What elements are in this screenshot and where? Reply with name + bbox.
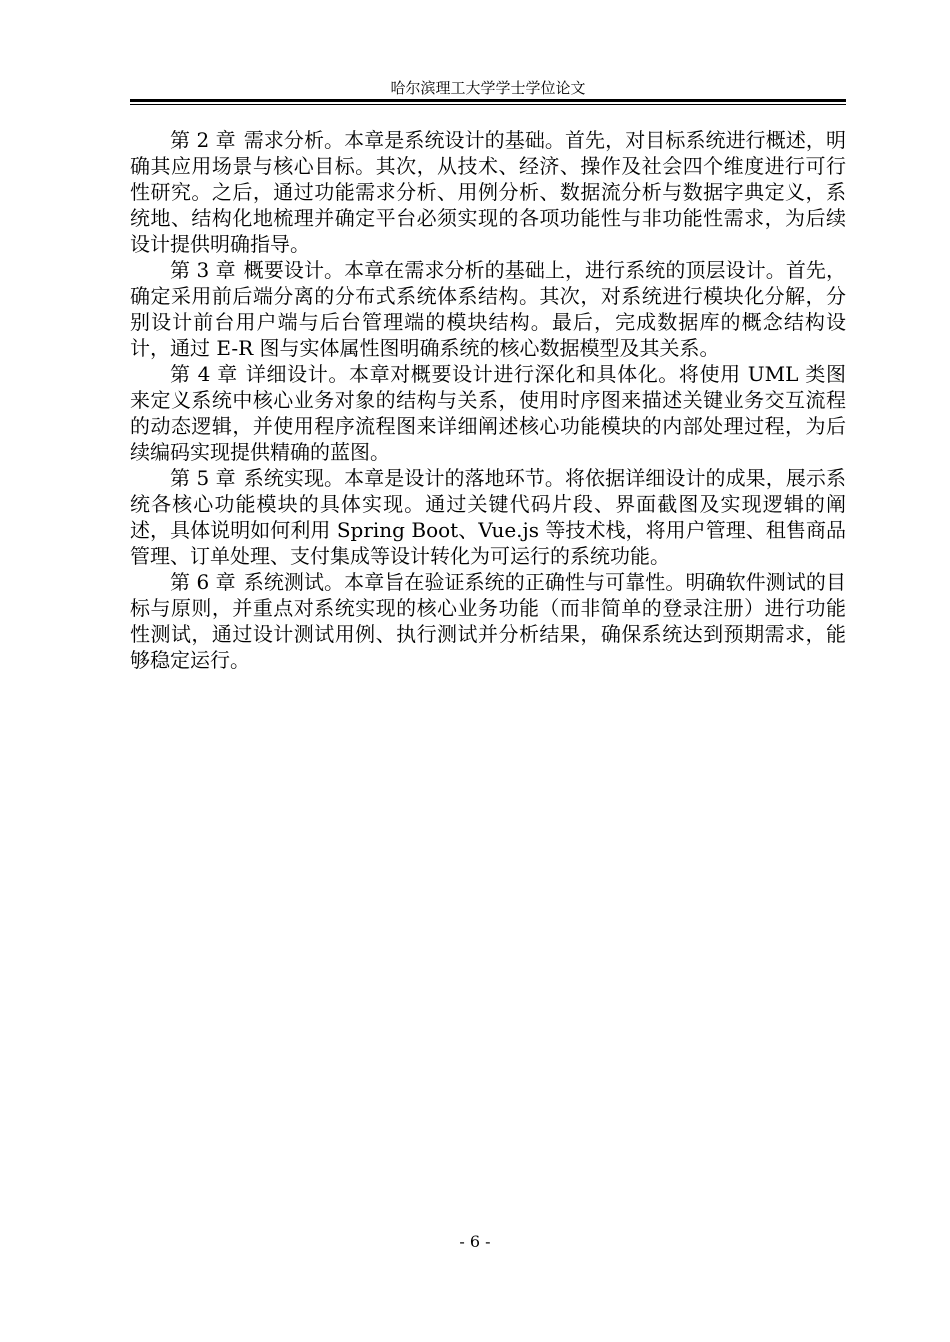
paragraph-text: 概要设计。本章在需求分析的基础上，进行系统的顶层设计。首先，确定采用前后端分离的分布式系统体系结构。其次，对系统进行模块化分解，分别设计前台用户端与后台管理端的模块结构。最后，完成数据库的概念结构设计，通过 E-R 图与实体属性图明确系统的核心数据模型及其关系。 xyxy=(130,258,846,360)
paragraph-text: 系统实现。本章是设计的落地环节。将依据详细设计的成果，展示系统各核心功能模块的具体实现。通过关键代码片段、界面截图及实现逻辑的阐述，具体说明如何利用 Spring Boot、Vue.js 等技术栈，将用户管理、租售商品管理、订单处理、支付集成等设计转化为可运行的系统功能。 xyxy=(130,466,846,568)
paragraph-chapter-6 xyxy=(130,569,846,673)
paragraph-text: 系统测试。本章旨在验证系统的正确性与可靠性。明确软件测试的目标与原则，并重点对系统实现的核心业务功能（而非简单的登录注册）进行功能性测试，通过设计测试用例、执行测试并分析结果，确保系统达到预期需求，能够稳定运行。 xyxy=(130,570,846,672)
paragraph-text: 需求分析。本章是系统设计的基础。首先，对目标系统进行概述，明确其应用场景与核心目标。其次，从技术、经济、操作及社会四个维度进行可行性研究。之后，通过功能需求分析、用例分析、数据流分析与数据字典定义，系统地、结构化地梳理并确定平台必须实现的各项功能性与非功能性需求，为后续设计提供明确指导。 xyxy=(130,128,846,256)
paragraph-chapter-3 xyxy=(130,257,846,361)
chapter-label: 第 2 章 xyxy=(170,128,236,152)
body-text xyxy=(130,127,846,673)
chapter-label: 第 3 章 xyxy=(170,258,236,282)
paragraph-text: 详细设计。本章对概要设计进行深化和具体化。将使用 UML 类图来定义系统中核心业务对象的结构与关系，使用时序图来描述关键业务交互流程的动态逻辑，并使用程序流程图来详细阐述核心功能模块的内部处理过程，为后续编码实现提供精确的蓝图。 xyxy=(130,362,846,464)
chapter-label: 第 5 章 xyxy=(170,466,236,490)
paragraph-chapter-5 xyxy=(130,465,846,569)
page-header xyxy=(130,78,846,98)
paragraph-chapter-4 xyxy=(130,361,846,465)
header-rule-thick xyxy=(130,99,846,102)
paragraph-chapter-2 xyxy=(130,127,846,257)
header-title: 哈尔滨理工大学学士学位论文 xyxy=(390,79,586,97)
header-rule-thin xyxy=(130,104,846,105)
chapter-label: 第 6 章 xyxy=(170,570,236,594)
chapter-label: 第 4 章 xyxy=(170,362,238,386)
page-number: - 6 - xyxy=(459,1232,491,1251)
